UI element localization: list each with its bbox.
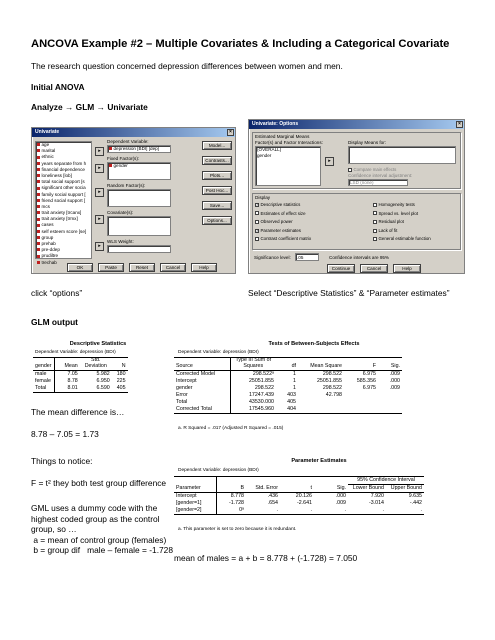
scale-variable-icon bbox=[37, 168, 40, 171]
things-to-notice: Things to notice: bbox=[31, 456, 93, 466]
row-label: female bbox=[35, 378, 51, 385]
table-cell: . bbox=[280, 507, 314, 514]
variable-label: self esteem score [se] bbox=[41, 228, 87, 234]
display-option-checkbox[interactable] bbox=[373, 236, 431, 241]
table-cell bbox=[344, 399, 378, 406]
table-row bbox=[174, 507, 424, 514]
close-icon[interactable]: × bbox=[227, 129, 234, 136]
table-header: N bbox=[112, 358, 128, 371]
sig-level-input[interactable]: .05 bbox=[295, 253, 319, 261]
checkbox-icon bbox=[255, 220, 259, 224]
table-cell: 298.522 bbox=[230, 385, 276, 392]
scale-variable-icon bbox=[37, 193, 40, 196]
scale-variable-icon bbox=[37, 248, 40, 251]
table-header: Mean Square bbox=[298, 358, 344, 371]
scale-variable-icon bbox=[37, 187, 40, 190]
dummy-code-notes bbox=[31, 503, 173, 556]
table-cell: . bbox=[386, 507, 424, 514]
variable-label: group bbox=[41, 234, 54, 240]
emm-group bbox=[252, 132, 461, 189]
random-factor-field[interactable] bbox=[107, 189, 171, 207]
parameters-footnote: a. This parameter is set to zero because it is redundant. bbox=[178, 527, 297, 532]
ci-text: Confidence intervals are 95% bbox=[329, 255, 390, 260]
dependent-value: depression [BDI] [dep] bbox=[113, 146, 159, 151]
table-cell: 42.798 bbox=[325, 392, 342, 399]
variable-label: trechab bbox=[41, 259, 57, 265]
paste-button[interactable]: Paste bbox=[98, 263, 124, 272]
table-cell: 43530.000 bbox=[230, 399, 276, 406]
table-cell: . bbox=[348, 507, 386, 514]
table-cell bbox=[378, 406, 402, 413]
move-covariate-arrow-icon[interactable]: ▸ bbox=[95, 215, 104, 224]
scale-variable-icon bbox=[37, 143, 40, 146]
scale-variable-icon bbox=[37, 236, 40, 239]
row-label: [gender=1] bbox=[176, 500, 202, 507]
options-title: Univariate: Options bbox=[252, 121, 299, 127]
table-row bbox=[33, 378, 128, 385]
table-cell bbox=[298, 399, 344, 406]
scale-variable-icon bbox=[37, 205, 40, 208]
checkbox-icon bbox=[255, 237, 259, 241]
checkbox-icon bbox=[373, 229, 377, 233]
note-line: b = group dif male – female = -1.728 bbox=[31, 545, 173, 556]
table-header: B bbox=[216, 484, 246, 492]
scale-variable-icon bbox=[37, 199, 40, 202]
variable-label: significant other socia bbox=[41, 185, 86, 191]
display-group bbox=[252, 193, 461, 250]
help-button[interactable]: Help bbox=[393, 264, 421, 273]
ci-adjustment-select[interactable]: LSD (none) bbox=[348, 179, 408, 186]
table-header: Sig. bbox=[314, 484, 348, 492]
f-equals-t-squared: F = t² they both test group difference bbox=[31, 478, 167, 488]
variable-label: friend social support [ bbox=[41, 197, 86, 203]
table-cell: .009 bbox=[389, 385, 400, 392]
menu-path: Analyze → GLM → Univariate bbox=[31, 102, 148, 112]
table-row bbox=[174, 500, 424, 507]
checkbox-label: Lack of fit bbox=[378, 227, 398, 233]
table-cell: .009 bbox=[389, 371, 400, 378]
variable-label: prudiltre bbox=[41, 253, 59, 259]
variable-label: cases bbox=[41, 222, 54, 228]
variable-label: financial dependence bbox=[41, 166, 85, 172]
table-header: df bbox=[276, 358, 298, 371]
row-label: Intercept bbox=[176, 378, 197, 385]
variable-label: marital bbox=[41, 148, 56, 154]
variable-label: trait anxiety [trcanx] bbox=[41, 210, 82, 216]
scale-variable-icon bbox=[37, 174, 40, 177]
descriptives-dv: Dependent Variable: depression (BDI) bbox=[35, 350, 116, 355]
checkbox-icon bbox=[255, 211, 259, 215]
row-label: Corrected Model bbox=[176, 371, 216, 378]
descriptives-title: Descriptive Statistics bbox=[69, 341, 127, 347]
table-cell: 585.356 bbox=[356, 378, 376, 385]
display-label: Display bbox=[255, 195, 271, 200]
checkbox-label: Spread vs. level plot bbox=[378, 210, 419, 216]
table-cell bbox=[344, 392, 378, 399]
move-means-arrow-icon[interactable]: ▸ bbox=[325, 157, 334, 166]
univariate-dialog bbox=[31, 127, 236, 274]
move-dependent-arrow-icon[interactable]: ▸ bbox=[95, 147, 104, 156]
table-cell: 17545.960 bbox=[230, 406, 276, 413]
table-cell: .000 bbox=[389, 378, 400, 385]
display-option-checkbox[interactable] bbox=[255, 219, 311, 224]
move-fixed-arrow-icon[interactable]: ▸ bbox=[95, 164, 104, 173]
table-cell: .000 bbox=[335, 493, 346, 500]
table-header: Mean bbox=[54, 358, 80, 371]
table-row bbox=[174, 370, 402, 377]
row-label: Error bbox=[176, 392, 188, 399]
emm-label: Estimated Marginal Means bbox=[255, 134, 310, 139]
checkbox-label: Homogeneity tests bbox=[378, 202, 415, 207]
table-cell bbox=[344, 406, 378, 413]
table-header: Source bbox=[174, 358, 230, 371]
display-means-label: Display Means for: bbox=[348, 140, 387, 145]
dependent-label: Dependent Variable: bbox=[107, 139, 149, 144]
table-cell: 180 bbox=[116, 371, 126, 378]
checkbox-label: Parameter estimates bbox=[260, 227, 302, 233]
table-cell bbox=[378, 399, 402, 406]
table-header: Type III Sum of Squares bbox=[230, 358, 276, 371]
factors-list[interactable] bbox=[255, 146, 321, 186]
table-row bbox=[174, 392, 402, 399]
variable-list[interactable] bbox=[35, 141, 92, 265]
table-row bbox=[33, 385, 128, 392]
mean-difference-text: The mean difference is… bbox=[31, 407, 125, 417]
section-initial-anova: Initial ANOVA bbox=[31, 82, 85, 92]
checkbox-label: Residual plot bbox=[378, 219, 404, 225]
table-cell: 8.01 bbox=[54, 385, 80, 392]
table-cell: .654 bbox=[267, 500, 278, 507]
fixed-factor-value: gender bbox=[113, 163, 128, 168]
display-option-checkbox[interactable] bbox=[373, 219, 431, 224]
scale-variable-icon bbox=[37, 230, 40, 233]
table-row bbox=[174, 385, 402, 392]
variable-label: mcs bbox=[41, 203, 50, 209]
variable-label: years separate from h bbox=[41, 160, 87, 166]
table-cell: 6.975 bbox=[362, 371, 376, 378]
table-cell: 405 bbox=[112, 385, 128, 392]
covariate-field[interactable] bbox=[107, 216, 171, 236]
scale-variable-icon bbox=[37, 261, 40, 264]
table-cell: 25051.855 bbox=[316, 378, 342, 385]
checkbox-label: Descriptive statistics bbox=[260, 202, 301, 207]
table-cell: 7.920 bbox=[370, 493, 384, 500]
note-line: group, so … bbox=[31, 524, 77, 535]
table-header: Std. Error bbox=[246, 484, 280, 492]
options-button[interactable]: Options... bbox=[202, 216, 232, 225]
random-factor-label: Random Factor(s): bbox=[107, 183, 146, 188]
table-cell: 25051.855 bbox=[230, 378, 276, 385]
caption-left: click “options” bbox=[31, 288, 83, 298]
ci-header: 95% Confidence Interval bbox=[348, 477, 424, 485]
checkmark-icon: ✓ bbox=[256, 227, 260, 233]
table-cell: 5.982 bbox=[96, 371, 110, 378]
display-means-list[interactable] bbox=[348, 146, 456, 164]
variable-label: age bbox=[41, 142, 50, 147]
table-row bbox=[33, 370, 128, 377]
checkmark-icon: ✓ bbox=[256, 201, 260, 207]
table-cell: 9.635 bbox=[408, 493, 422, 500]
factors-label: Factor(s) and Factor Interactions: bbox=[255, 140, 323, 145]
scale-variable-icon bbox=[37, 156, 40, 159]
factor-item[interactable]: gender bbox=[257, 153, 272, 159]
table-cell: 0ᵃ bbox=[216, 507, 246, 514]
table-cell: 225 bbox=[116, 378, 126, 385]
checkbox-icon bbox=[373, 211, 377, 215]
table-cell: . bbox=[246, 507, 280, 514]
descriptives-table bbox=[33, 357, 128, 393]
scale-variable-icon bbox=[37, 149, 40, 152]
table-cell: 8.778 bbox=[216, 492, 246, 499]
options-dialog bbox=[248, 119, 465, 274]
note-line: highest coded group as the control bbox=[31, 513, 160, 524]
row-label: Total bbox=[176, 399, 188, 406]
checkbox-icon bbox=[373, 220, 377, 224]
cancel-button[interactable]: Cancel bbox=[160, 263, 186, 272]
table-cell bbox=[378, 392, 402, 399]
table-cell: -.442 bbox=[409, 500, 422, 507]
table-header: Std. Deviation bbox=[80, 358, 112, 371]
row-label: Total bbox=[33, 385, 54, 392]
parameters-table bbox=[174, 476, 424, 515]
table-cell: .436 bbox=[267, 493, 278, 500]
row-label: Intercept bbox=[176, 493, 197, 500]
checkbox-label: Contrast coefficient matrix bbox=[260, 236, 312, 242]
table-cell: 1 bbox=[293, 378, 296, 385]
intro-text: The research question concerned depression differences between women and men. bbox=[31, 61, 343, 71]
display-option-checkbox[interactable] bbox=[373, 228, 431, 233]
display-option-checkbox[interactable] bbox=[255, 236, 311, 241]
table-cell: 6.950 bbox=[96, 378, 110, 385]
display-option-checkbox[interactable] bbox=[255, 202, 311, 207]
scale-variable-icon bbox=[37, 242, 40, 245]
move-wls-arrow-icon[interactable]: ▸ bbox=[95, 242, 104, 251]
continue-button[interactable]: Continue bbox=[327, 264, 355, 273]
variable-label: ethnic bbox=[41, 154, 54, 160]
table-cell: -2.641 bbox=[296, 500, 312, 507]
checkbox-label: General estimable function bbox=[378, 236, 431, 242]
table-header: t bbox=[280, 484, 314, 492]
section-glm-output: GLM output bbox=[31, 317, 78, 327]
reset-button[interactable]: Reset bbox=[129, 263, 155, 272]
checkbox-label: Observed power bbox=[260, 219, 293, 225]
table-cell: 7.05 bbox=[54, 370, 80, 377]
variable-label: loneliness [lob] bbox=[41, 172, 72, 178]
page-title: ANCOVA Example #2 – Multiple Covariates & Including a Categorical Covariate bbox=[31, 38, 450, 50]
scale-variable-icon bbox=[37, 255, 40, 258]
ci-adjustment-label: Confidence interval adjustment: bbox=[348, 173, 413, 178]
ok-button[interactable]: OK bbox=[67, 263, 93, 272]
scale-variable-icon bbox=[37, 180, 40, 183]
row-label: Corrected Total bbox=[174, 406, 230, 413]
wls-weight-field[interactable] bbox=[107, 245, 171, 253]
table-header: Lower Bound bbox=[348, 484, 386, 492]
table-cell: -1.728 bbox=[216, 500, 246, 507]
cancel-button[interactable]: Cancel bbox=[360, 264, 388, 273]
fixed-factor-field[interactable] bbox=[107, 162, 171, 180]
table-cell: 298.522ᵃ bbox=[230, 370, 276, 377]
variable-label: family social support [ bbox=[41, 191, 86, 197]
between-subjects-table bbox=[174, 357, 402, 414]
save-button[interactable]: Save... bbox=[202, 201, 232, 210]
note-line: GML uses a dummy code with the bbox=[31, 503, 158, 513]
between-subjects-footnote: a. R Squared = .017 (Adjusted R Squared = .015) bbox=[178, 426, 284, 431]
display-option-checkbox[interactable] bbox=[373, 202, 431, 207]
table-cell: 298.522 bbox=[322, 371, 342, 378]
checkbox-icon bbox=[373, 203, 377, 207]
univariate-title-bar bbox=[32, 128, 235, 137]
variable-label: total social support [s bbox=[41, 179, 85, 185]
scale-variable-icon bbox=[37, 162, 40, 165]
table-cell: 1 bbox=[293, 371, 296, 378]
table-cell: 405 bbox=[287, 399, 296, 406]
table-cell: 8.78 bbox=[54, 378, 80, 385]
row-label: [gender=2] bbox=[174, 507, 216, 514]
table-header: Sig. bbox=[378, 358, 402, 371]
table-header: Parameter bbox=[174, 484, 216, 492]
close-icon[interactable]: × bbox=[456, 121, 463, 128]
table-cell: 404 bbox=[276, 406, 298, 413]
parameters-dv: Dependent Variable: depression (BDI) bbox=[178, 468, 259, 473]
row-label: male bbox=[35, 371, 47, 378]
dependent-field[interactable] bbox=[107, 145, 171, 153]
covariate-label: Covariate(s): bbox=[107, 210, 134, 215]
table-cell bbox=[298, 406, 344, 413]
factor-item[interactable]: (OVERALL) bbox=[257, 147, 282, 152]
mean-difference-calc: 8.78 – 7.05 = 1.73 bbox=[31, 429, 99, 439]
table-header: F bbox=[344, 358, 378, 371]
contrasts-button[interactable]: Contrasts... bbox=[202, 156, 232, 165]
caption-right: Select “Descriptive Statistics” & “Parameter estimates” bbox=[248, 288, 450, 298]
table-cell: 17247.439 bbox=[230, 392, 276, 399]
row-label: gender bbox=[176, 385, 193, 392]
table-cell: 20.126 bbox=[295, 493, 312, 500]
variable-label: trait anxiety [trmx] bbox=[41, 216, 78, 222]
table-cell: .009 bbox=[335, 500, 346, 507]
display-option-checkbox[interactable] bbox=[373, 211, 431, 216]
model-button[interactable]: Model... bbox=[202, 141, 232, 150]
table-cell: . bbox=[314, 507, 348, 514]
move-random-arrow-icon[interactable]: ▸ bbox=[95, 188, 104, 197]
table-row bbox=[174, 378, 402, 385]
variable-label: pre-ddep bbox=[41, 247, 60, 253]
wls-weight-label: WLS Weight: bbox=[107, 239, 134, 244]
scale-variable-icon bbox=[37, 218, 40, 221]
plots-button[interactable]: Plots... bbox=[202, 171, 232, 180]
fixed-factor-label: Fixed Factor(s): bbox=[107, 156, 140, 161]
table-header: Upper Bound bbox=[386, 484, 424, 492]
table-cell: 1 bbox=[293, 385, 296, 392]
table-row bbox=[174, 406, 402, 413]
univariate-title: Univariate bbox=[35, 129, 60, 135]
compare-main-effects-checkbox[interactable]: Compare main effects bbox=[348, 167, 396, 172]
table-cell: 298.522 bbox=[322, 385, 342, 392]
help-button[interactable]: Help bbox=[191, 263, 217, 272]
table-header: gender bbox=[33, 358, 54, 371]
between-subjects-title: Tests of Between-Subjects Effects bbox=[268, 341, 360, 347]
table-cell: -3.014 bbox=[368, 500, 384, 507]
parameters-title: Parameter Estimates bbox=[291, 458, 347, 464]
scale-variable-icon bbox=[37, 224, 40, 227]
checkbox-label: Estimates of effect size bbox=[260, 210, 306, 216]
table-cell: 6.590 bbox=[80, 385, 112, 392]
post-hoc-button[interactable]: Post Hoc... bbox=[202, 186, 232, 195]
table-row bbox=[174, 492, 424, 499]
table-row bbox=[174, 399, 402, 406]
table-cell: 403 bbox=[287, 392, 296, 399]
display-option-checkbox[interactable] bbox=[255, 211, 311, 216]
display-option-checkbox[interactable] bbox=[255, 228, 311, 233]
note-line: a = mean of control group (females) bbox=[31, 534, 167, 545]
variable-label: prehab bbox=[41, 241, 56, 246]
options-title-bar bbox=[249, 120, 464, 129]
between-subjects-dv: Dependent Variable: depression (BDI) bbox=[178, 350, 259, 355]
mean-of-males: mean of males = a + b = 8.778 + (-1.728) = 7.050 bbox=[174, 553, 358, 563]
checkbox-icon bbox=[373, 237, 377, 241]
table-cell: 6.975 bbox=[362, 385, 376, 392]
sig-level-label: Significance level: bbox=[254, 255, 291, 260]
scale-variable-icon bbox=[37, 211, 40, 214]
